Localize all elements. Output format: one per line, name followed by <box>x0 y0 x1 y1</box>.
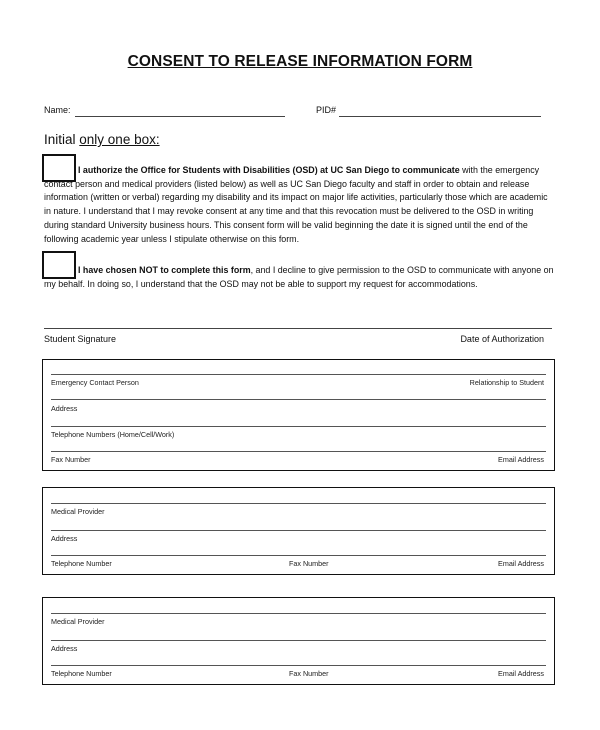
decline-bold-text: I have chosen NOT to complete this form <box>78 265 251 275</box>
medical-provider-line-2[interactable] <box>51 613 546 614</box>
authorize-paragraph <box>44 164 556 246</box>
pid-label: PID# <box>316 105 337 115</box>
medical-provider-box-1 <box>42 487 555 575</box>
medical-fax-label-2: Fax Number <box>289 669 329 678</box>
address-line[interactable] <box>51 399 546 400</box>
form-title: CONSENT TO RELEASE INFORMATION FORM <box>127 53 473 70</box>
name-label: Name: <box>44 105 71 115</box>
medical-provider-label-2: Medical Provider <box>51 617 105 626</box>
medical-telephone-label-2: Telephone Number <box>51 669 112 678</box>
student-signature-label: Student Signature <box>44 334 117 344</box>
medical-provider-box-2 <box>42 597 555 685</box>
decline-text: , and I decline to give permission to the OSD to communicate with anyone on my behalf. In doing so, I understand that the OSD may not be able to support my request for accommodations. <box>44 265 554 289</box>
telephone-label: Telephone Numbers (Home/Cell/Work) <box>51 430 175 439</box>
authorize-bold-text: I authorize the Office for Students with Disabilities (OSD) at UC San Diego to communicate <box>78 165 460 175</box>
medical-address-label-1: Address <box>51 534 78 543</box>
medical-provider-label-1: Medical Provider <box>51 507 105 516</box>
pid-field[interactable] <box>339 116 541 117</box>
email-label: Email Address <box>498 455 544 464</box>
initial-underlined: only one box: <box>79 132 160 147</box>
emergency-contact-box <box>42 359 555 471</box>
authorize-text: with the emergency contact person and medical providers (listed below) as well as UC San Diego faculty and staff in order to obtain and release information (written or verbal) regarding my disability and its impact on major life activities, particularly those which are academic in nature. I understand that I may revoke consent at any time and that this revocation must be delivered to the OSD in writing during standard University business hours. This consent form will be valid beginning the date it is signed until the end of the following academic year unless I stipulate otherwise on this form. <box>44 165 548 244</box>
medical-email-label-1: Email Address <box>498 559 544 568</box>
initial-prefix: Initial <box>44 132 80 147</box>
medical-email-label-2: Email Address <box>498 669 544 678</box>
fax-email-line[interactable] <box>51 451 546 452</box>
fax-label: Fax Number <box>51 455 91 464</box>
date-of-authorization-label: Date of Authorization <box>460 334 544 344</box>
medical-address-line-2[interactable] <box>51 640 546 641</box>
medical-fax-label-1: Fax Number <box>289 559 329 568</box>
medical-phone-line-1[interactable] <box>51 555 546 556</box>
medical-address-line-1[interactable] <box>51 530 546 531</box>
medical-provider-line-1[interactable] <box>51 503 546 504</box>
relationship-label: Relationship to Student <box>469 378 544 387</box>
initial-instruction <box>44 132 160 147</box>
emergency-contact-line[interactable] <box>51 374 546 375</box>
medical-address-label-2: Address <box>51 644 78 653</box>
signature-line[interactable] <box>44 328 552 329</box>
medical-telephone-label-1: Telephone Number <box>51 559 112 568</box>
medical-phone-line-2[interactable] <box>51 665 546 666</box>
name-field[interactable] <box>75 116 285 117</box>
telephone-line[interactable] <box>51 426 546 427</box>
decline-paragraph <box>44 264 556 291</box>
emergency-contact-label: Emergency Contact Person <box>51 378 139 387</box>
address-label: Address <box>51 404 78 413</box>
